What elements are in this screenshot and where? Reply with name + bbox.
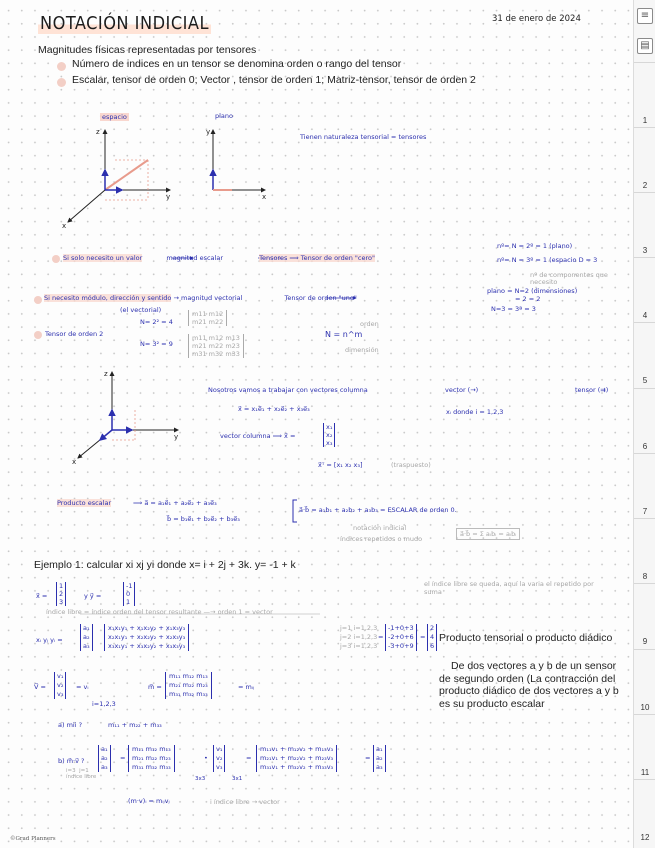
vi-label: = vᵢ — [76, 683, 89, 691]
vector-sub: (el vectorial) — [120, 306, 162, 314]
tab-10[interactable]: 10 — [634, 649, 655, 711]
order-formula: N = n^m — [325, 330, 363, 339]
m-matrix: m₁₁ m₁₂ m₁₃ m₂₁ m₂₂ m₂₃ m₃₁ m₃₂ m₃₃ — [165, 672, 212, 699]
scalar-product-label: Producto escalar — [57, 499, 112, 507]
tab-12[interactable]: 12 — [634, 779, 655, 841]
dims-3x1: 3x1 — [232, 776, 243, 782]
vector-plano-2: = 2 = 2 — [515, 295, 541, 303]
tab-4[interactable]: 4 — [634, 257, 655, 319]
m-label: m⃗ = — [148, 683, 162, 691]
tab-2[interactable]: 2 — [634, 127, 655, 189]
vector-arrow-label: vector (→) — [445, 386, 479, 394]
tab-3[interactable]: 3 — [634, 192, 655, 254]
tab-8[interactable]: 8 — [634, 518, 655, 580]
tensor-arrow-label: tensor (⇉) — [575, 386, 609, 394]
vector-line: Si necesito módulo, dirección y sentido → magnitud vectorial Tensor de orden "uno" — [44, 294, 357, 302]
index-note: i=3 j=1 índice libre — [66, 768, 97, 780]
bullet-dot — [52, 255, 60, 263]
trace-question: a) mii ? — [58, 721, 83, 729]
tab-1[interactable]: 1 — [634, 62, 655, 124]
svg-text:x: x — [72, 458, 77, 466]
svg-text:y: y — [206, 128, 211, 136]
equals-sign: = — [246, 754, 252, 762]
tab-11[interactable]: 11 — [634, 714, 655, 776]
v-column: v₁ v₂ v₃ — [54, 672, 66, 699]
v-label: V⃗ = — [34, 683, 46, 691]
orden-note: orden — [360, 320, 379, 328]
footer-brand: ©Grad Planners — [10, 836, 56, 842]
svg-text:x: x — [62, 222, 67, 230]
mv-result-matrix: m₁₁v₁ + m₁₂v₂ + m₁₃v₃ m₂₁v₁ + m₂₂v₂ + m₂₃v₃ m₃₁v₁ + m₃₂v₂ + m₃₃v₃ — [256, 745, 337, 772]
menu-icon[interactable]: ≡ — [637, 8, 653, 24]
vector-a: ⟹ a⃗ = a₁e⃗₁ + a₂e⃗₂ + a₃e⃗₃ — [133, 499, 217, 507]
vector-plano: plano = N=2 (dimensiones) — [487, 287, 578, 295]
sidebar — [633, 0, 655, 848]
equals-sign: = — [365, 754, 371, 762]
indicial-note: notación indicial — [353, 524, 407, 532]
order2-n2: N= 2² = 4 — [140, 318, 173, 326]
scalar-espacio: nº= N = 3º = 1 (espacio D = 3 — [497, 256, 598, 264]
sum-notation: a⃗·b⃗ = Σ aᵢbᵢ = aᵢbᵢ — [456, 528, 520, 540]
vector-espacio: N=3 = 3ª = 3 — [491, 305, 536, 313]
svg-text:y: y — [166, 193, 171, 201]
components-note: nº de componentes que necesito — [530, 271, 608, 286]
repeated-index-note: índices repetidos o mudo — [340, 535, 423, 543]
index-column: a₁ a₂ a₃ — [80, 624, 93, 651]
equals-sign: = — [378, 633, 384, 641]
tab-5[interactable]: 5 — [634, 322, 655, 384]
i-range: i=1,2,3 — [92, 700, 116, 708]
equals-sign: = — [420, 633, 426, 641]
final-formula: (m·v)ᵢ = mᵢⱼvⱼ — [128, 797, 170, 805]
bullet-dot — [34, 296, 42, 304]
mij-label: = mᵢⱼ — [238, 683, 255, 691]
bullet-dot — [34, 331, 42, 339]
dyadic-title: Producto tensorial o producto diádico — [439, 632, 613, 644]
m-matrix-2: m₁₁ m₁₂ m₁₃ m₂₁ m₂₂ m₂₃ m₃₁ m₃₂ m₃₃ — [128, 745, 175, 772]
order-note: índice libre = índice orden del tensor resultante —→ orden 1 = vector — [46, 608, 273, 616]
mv-question: b) m⃗·v⃗ ? — [58, 757, 85, 765]
document-icon[interactable]: ▤ — [637, 38, 653, 54]
vector-b: b⃗ = b₁e⃗₁ + b₂e⃗₂ + b₃e⃗₃ — [167, 515, 240, 523]
y-label: y y⃗ = — [84, 592, 102, 600]
free-index-note: el índice libre se queda, aquí la varia el repetido por suma — [424, 580, 594, 596]
svg-text:z: z — [104, 370, 108, 378]
intro-heading: Magnitudes físicas representadas por tensores — [38, 44, 257, 56]
transpose-vector: x⃗ᵀ = [x₁ x₂ x₃] — [318, 461, 363, 469]
equals-sign: = — [120, 754, 126, 762]
scalar-product-result: a⃗·b⃗ = a₁b₁ + a₂b₂ + a₃b₃ = ESCALAR de orden 0. — [299, 506, 457, 514]
v-column-2: v₁ v₂ v₃ — [213, 745, 225, 772]
matrix-3x3: m11 m12 m13 m21 m22 m23 m31 m32 m33 — [188, 334, 244, 358]
a-result-column: a₁ a₂ a₃ — [373, 745, 386, 772]
xixjyi-label: xᵢ yⱼ yᵢ = — [36, 636, 63, 644]
expanded-matrix: x₁x₁y₁ + x₁x₂y₂ + x₁x₃y₃ x₂x₁y₁ + x₂x₂y₂ + x₂x₃y₃ x₃x₁y₁ + x₃x₂y₂ + x₃x₃y₃ — [104, 624, 189, 651]
svg-text:z: z — [96, 128, 100, 136]
x-column: 1 2 3 — [56, 582, 66, 606]
j-notes: j=1 i=1,2,3 j=2 i=1,2,3 j=3 i=1,2,3 — [340, 624, 378, 650]
svg-text:x: x — [262, 193, 267, 201]
dyadic-body: De dos vectores a y b de un sensor de segundo orden (La contracción del producto diádico de dos vectores a y b es su producto escalar — [439, 660, 619, 710]
final-note: i índice libre → vector — [210, 798, 280, 806]
scalar-plano: nº= N = 2º = 1 (plano) — [497, 242, 573, 250]
vector-expansion: x⃗ = x₁e⃗₁ + x₂e⃗₂ + x₃e⃗₃ — [238, 405, 310, 413]
order2-n3: N= 3² = 9 — [140, 340, 173, 348]
column-vector: x₁ x₂ x₃ — [323, 423, 335, 447]
order2-label: Tensor de orden 2 — [45, 330, 104, 338]
result-column: 2 4 6 — [427, 624, 437, 651]
espacio-label: espacio — [102, 113, 127, 121]
matrix-2x2: m11 m12 m21 m22 — [188, 310, 227, 326]
dot-sign: • — [204, 754, 208, 762]
dimension-note: dimensión — [345, 346, 379, 354]
scalar-line: Si solo necesito un valor magnitud escalar Tensores ⟹ Tensor de orden "cero" — [63, 254, 375, 262]
x-label: x⃗ = — [36, 592, 48, 600]
y-column: -1 0 1 — [123, 582, 135, 606]
tab-7[interactable]: 7 — [634, 453, 655, 515]
intro-bullet-1: Número de indices en un tensor se denomina orden o rango del tensor — [72, 58, 402, 70]
svg-text:y: y — [174, 433, 179, 441]
example-heading: Ejemplo 1: calcular xi xj yi donde x= i + 2j + 3k. y= -1 + k — [34, 559, 296, 571]
tab-9[interactable]: 9 — [634, 583, 655, 645]
column-vectors-text: Nosotros vamos a trabajar con vectores columna — [208, 386, 368, 394]
plano-label: plano — [215, 112, 234, 120]
page-title: NOTACIÓN INDICIAL — [40, 13, 209, 34]
tensor-nature-note: Tienen naturaleza tensorial = tensores — [300, 133, 427, 141]
dims-3x3: 3x3 — [195, 776, 206, 782]
xi-definition: xᵢ donde i = 1,2,3 — [446, 408, 504, 416]
trace-answer: m₁₁ + m₂₂ + m₃₃ — [108, 721, 162, 729]
page-date: 31 de enero de 2024 — [492, 14, 581, 24]
a-column: a₁ a₂ a₃ — [98, 745, 111, 772]
intro-bullet-2: Escalar, tensor de orden 0; Vector , tensor de orden 1; Matriz-tensor, tensor de orden 2 — [72, 74, 476, 86]
transpose-note: (traspuesto) — [391, 461, 431, 469]
tab-6[interactable]: 6 — [634, 388, 655, 450]
column-vector-label: vector columna ⟹ x⃗ = — [220, 432, 296, 440]
values-column: -1+0+3 -2+0+6 -3+0+9 — [385, 624, 417, 651]
